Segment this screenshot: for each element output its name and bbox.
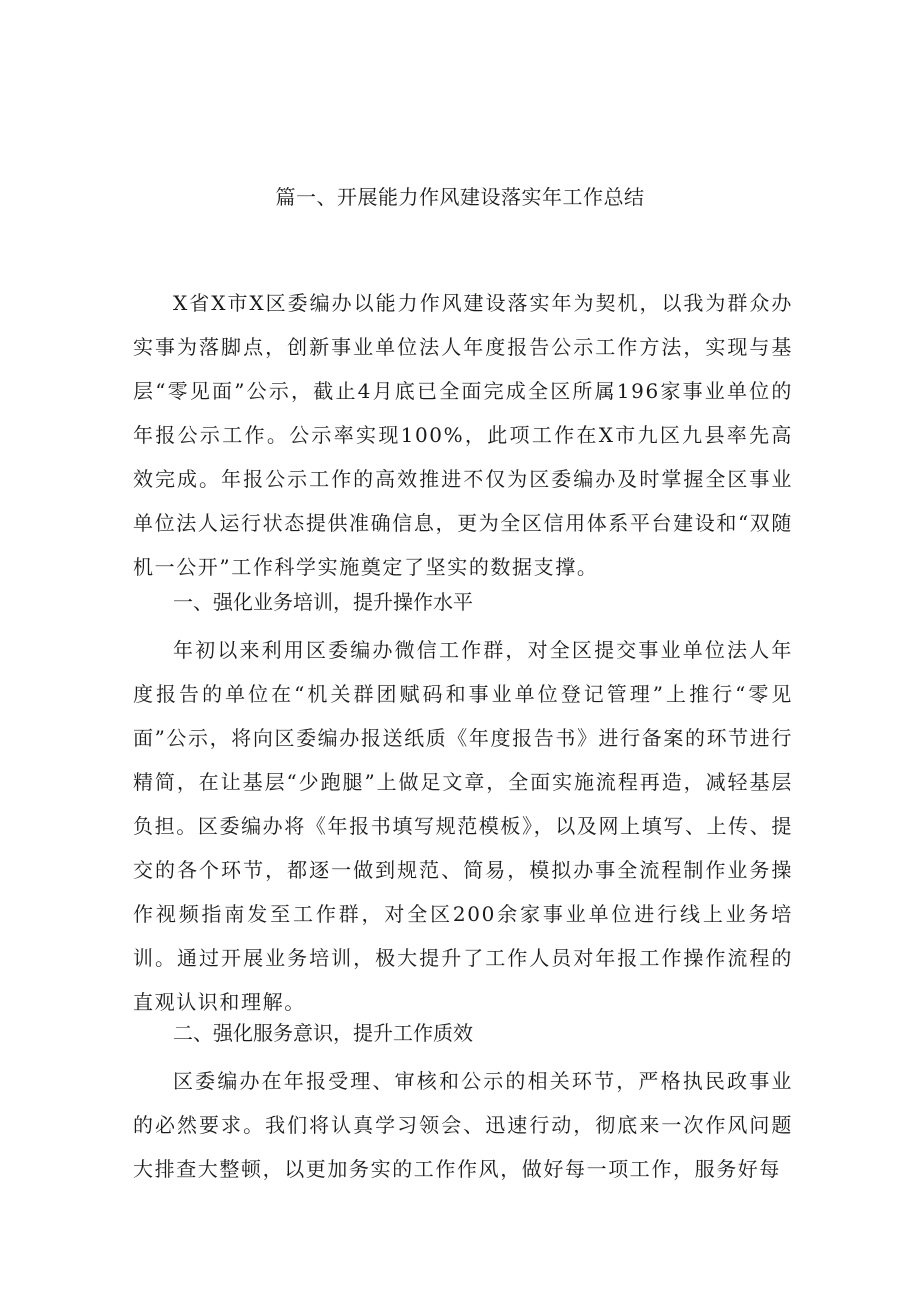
paragraph-training: 年初以来利用区委编办微信工作群，对全区提交事业单位法人年度报告的单位在“机关群团赋码和事业单位登记管理”上推行“零见面”公示，将向区委编办报送纸质《年度报告书》进行备案的环节进行精简，在让基层“少跑腿”上做足文章，全面实施流程再造，减轻基层负担。区委编办将《年报书填写规范模板》，以及网上填写、上传、提交的各个环节，都逐一做到规范、简易，模拟办事全流程制作业务操作视频指南发至工作群，对全区200余家事业单位进行线上业务培训。通过开展业务培训，极大提升了工作人员对年报工作操作流程的直观认识和理解。: [133, 638, 793, 1014]
paragraph-intro: X省X市X区委编办以能力作风建设落实年为契机，以我为群众办实事为落脚点，创新事业单位法人年度报告公示工作方法，实现与基层“零见面”公示，截止4月底已全面完成全区所属196家事业单位的年报公示工作。公示率实现100%，此项工作在X市九区九县率先高效完成。年报公示工作的高效推进不仅为区委编办及时掌握全区事业单位法人运行状态提供准确信息，更为全区信用体系平台建设和“双随机一公开”工作科学实施奠定了坚实的数据支撑。: [133, 291, 793, 579]
paragraph-service: 区委编办在年报受理、审核和公示的相关环节，严格执民政事业的必然要求。我们将认真学习领会、迅速行动，彻底来一次作风问题大排查大整顿，以更加务实的工作作风，做好每一项工作，服务好每: [133, 1069, 793, 1181]
document-title: 篇一、开展能力作风建设落实年工作总结: [275, 185, 645, 209]
section-heading-1: 一、强化业务培训，提升操作水平: [173, 590, 473, 614]
section-heading-2: 二、强化服务意识，提升工作质效: [173, 1021, 473, 1045]
